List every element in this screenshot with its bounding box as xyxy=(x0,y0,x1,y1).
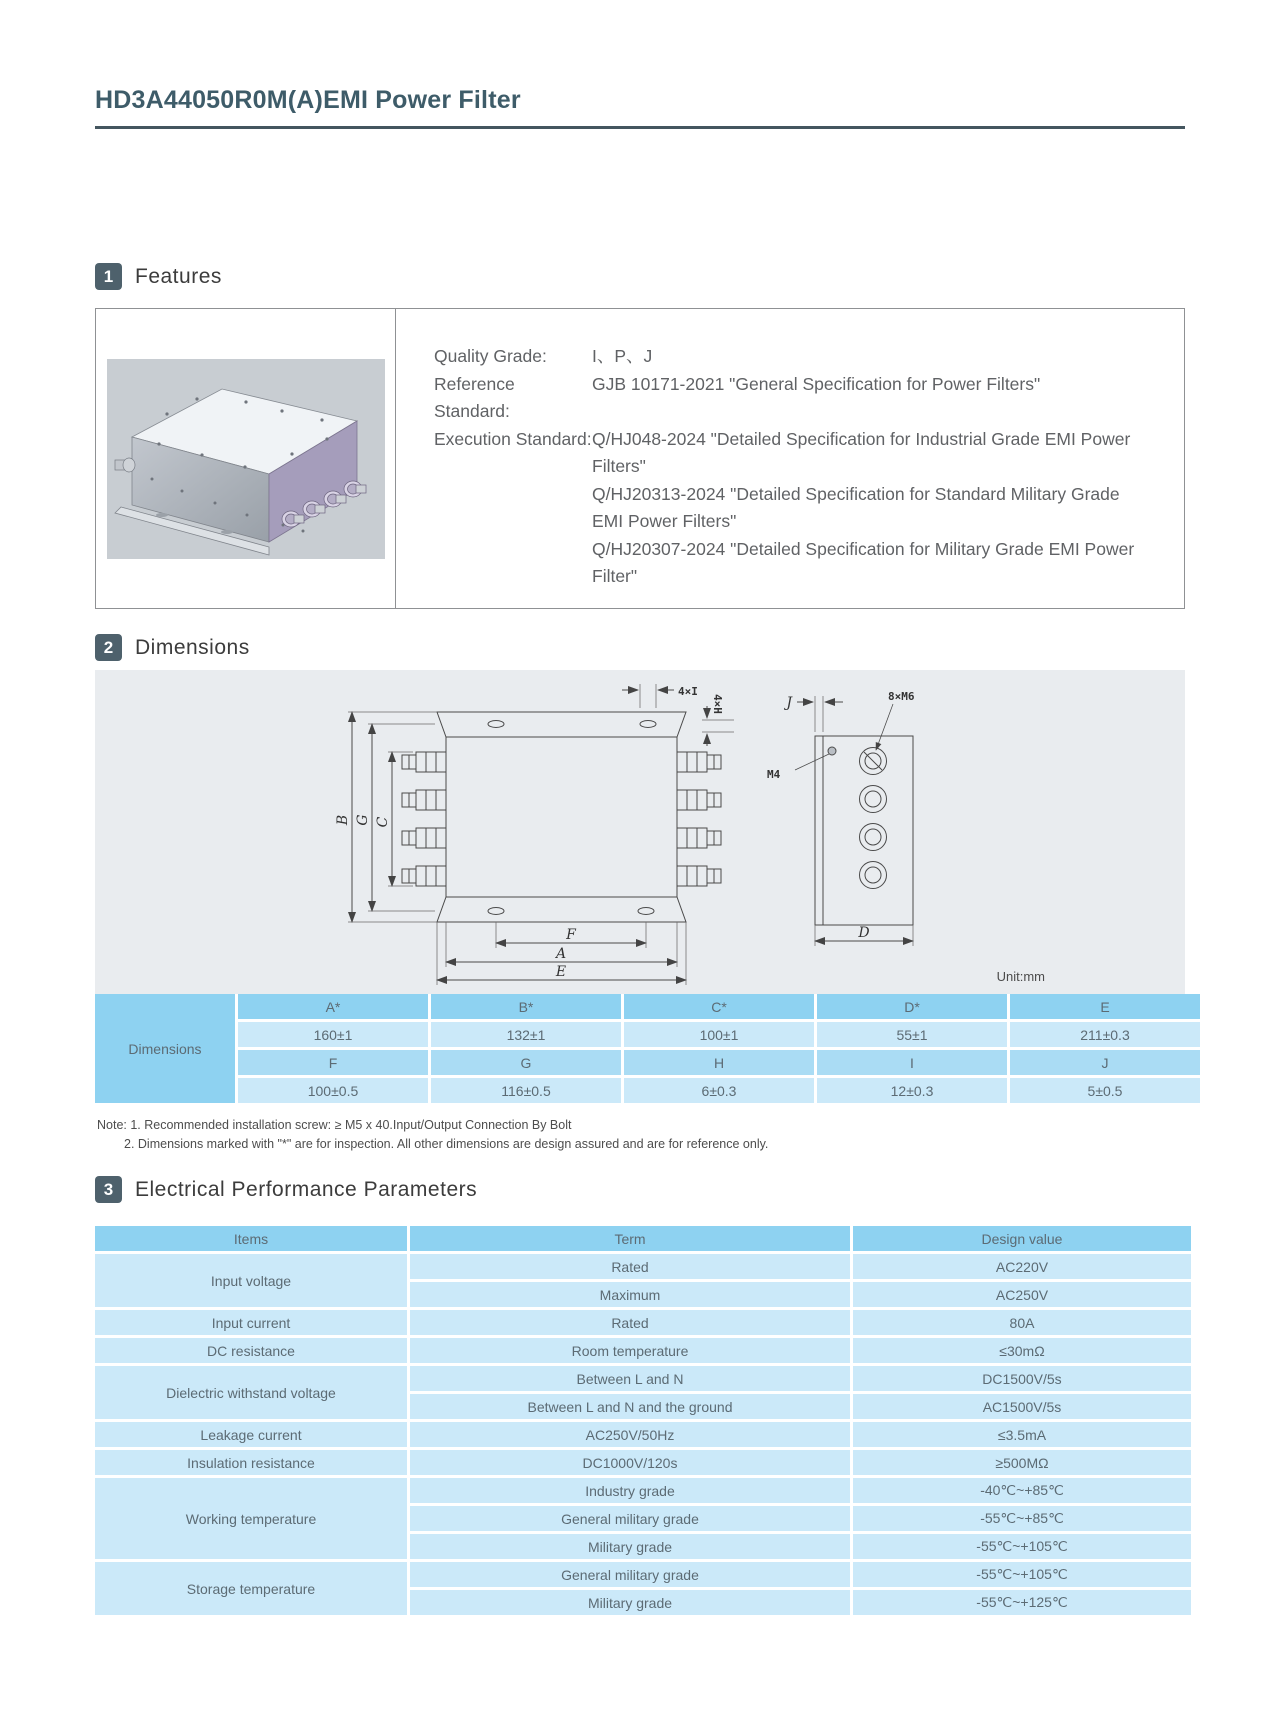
dim-label-c: C xyxy=(375,816,391,828)
value-cell: -55℃~+125℃ xyxy=(853,1590,1191,1615)
value-cell: -55℃~+105℃ xyxy=(853,1562,1191,1587)
features-panel xyxy=(95,308,1185,609)
item-cell: Dielectric withstand voltage xyxy=(95,1366,407,1419)
spec-value: Q/HJ20307-2024 "Detailed Specification for Military Grade EMI Power Filter" xyxy=(592,538,1135,586)
table-cell: 100±1 xyxy=(624,1022,814,1047)
section-number-badge: 3 xyxy=(95,1176,122,1203)
table-header-cell: Design value xyxy=(853,1226,1191,1251)
table-header-cell: E xyxy=(1010,994,1200,1019)
term-cell: Maximum xyxy=(410,1282,850,1307)
dim-label-a: A xyxy=(555,946,567,962)
table-cell: 12±0.3 xyxy=(817,1078,1007,1103)
term-cell: DC1000V/120s xyxy=(410,1450,850,1475)
spec-value: Q/HJ20313-2024 "Detailed Specification for Standard Military Grade EMI Power Filters" xyxy=(592,483,1120,531)
dim-label-g: G xyxy=(355,814,371,826)
value-cell: AC1500V/5s xyxy=(853,1394,1191,1419)
value-cell: 80A xyxy=(853,1310,1191,1335)
spec-label xyxy=(434,536,592,591)
term-cell: Military grade xyxy=(410,1590,850,1615)
table-header-cell: B* xyxy=(431,994,621,1019)
term-cell: Industry grade xyxy=(410,1478,850,1503)
section-number-badge: 2 xyxy=(95,634,122,661)
spec-label xyxy=(434,481,592,536)
value-cell: -55℃~+85℃ xyxy=(853,1506,1191,1531)
section-dimensions-header xyxy=(95,634,250,661)
table-subheader-cell: J xyxy=(1010,1050,1200,1075)
value-cell: AC250V xyxy=(853,1282,1191,1307)
dim-label-b: B xyxy=(335,814,351,826)
unit-label: Unit:mm xyxy=(996,969,1045,984)
section-features-header xyxy=(95,263,222,290)
table-header-cell: D* xyxy=(817,994,1007,1019)
table-header-cell: C* xyxy=(624,994,814,1019)
dim-label-4xi: 4×I xyxy=(678,685,698,698)
table-cell: 5±0.5 xyxy=(1010,1078,1200,1103)
term-cell: Between L and N xyxy=(410,1366,850,1391)
item-cell: Working temperature xyxy=(95,1478,407,1559)
dim-label-f: F xyxy=(566,927,576,943)
table-note xyxy=(97,1116,768,1154)
spec-row xyxy=(434,426,1154,481)
dim-label-4xh: 4×H xyxy=(711,694,724,714)
dimensions-row-label: Dimensions xyxy=(95,994,235,1103)
term-cell: Room temperature xyxy=(410,1338,850,1363)
title-rule xyxy=(95,126,1185,129)
value-cell: ≤30mΩ xyxy=(853,1338,1191,1363)
value-cell: -55℃~+105℃ xyxy=(853,1534,1191,1559)
spec-row xyxy=(434,371,1154,426)
item-cell: Storage temperature xyxy=(95,1562,407,1615)
spec-label: Quality Grade: xyxy=(434,346,547,366)
spec-row xyxy=(434,343,1154,371)
section-title: Features xyxy=(135,264,222,288)
value-cell: DC1500V/5s xyxy=(853,1366,1191,1391)
term-cell: General military grade xyxy=(410,1506,850,1531)
section-number-badge: 1 xyxy=(95,263,122,290)
item-cell: Leakage current xyxy=(95,1422,407,1447)
table-subheader-cell: H xyxy=(624,1050,814,1075)
item-cell: Input voltage xyxy=(95,1254,407,1307)
spec-row xyxy=(434,536,1154,591)
table-cell: 132±1 xyxy=(431,1022,621,1047)
table-subheader-cell: F xyxy=(238,1050,428,1075)
item-cell: Input current xyxy=(95,1310,407,1335)
table-subheader-cell: I xyxy=(817,1050,1007,1075)
dim-label-j: J xyxy=(786,695,792,711)
dim-label-e: E xyxy=(555,964,567,980)
page-title: HD3A44050R0M(A)EMI Power Filter xyxy=(95,86,521,114)
table-header-cell: A* xyxy=(238,994,428,1019)
table-cell: 211±0.3 xyxy=(1010,1022,1200,1047)
table-header-cell: Term xyxy=(410,1226,850,1251)
spec-row xyxy=(434,481,1154,536)
term-cell: General military grade xyxy=(410,1562,850,1587)
product-render-image xyxy=(107,359,385,559)
value-cell: -40℃~+85℃ xyxy=(853,1478,1191,1503)
table-cell: 160±1 xyxy=(238,1022,428,1047)
dim-label-8xm6: 8×M6 xyxy=(888,690,915,703)
dimensions-table xyxy=(92,991,1203,1106)
spec-value: Q/HJ048-2024 "Detailed Specification for Industrial Grade EMI Power Filters" xyxy=(592,428,1131,476)
term-cell: Rated xyxy=(410,1310,850,1335)
section-title: Electrical Performance Parameters xyxy=(135,1177,478,1201)
note-line-2: 2. Dimensions marked with "*" are for inspection. All other dimensions are design assured and are for reference only. xyxy=(124,1137,769,1151)
spec-label: Reference Standard: xyxy=(434,373,515,421)
dim-label-m4: M4 xyxy=(767,768,781,781)
table-cell: 100±0.5 xyxy=(238,1078,428,1103)
value-cell: AC220V xyxy=(853,1254,1191,1279)
value-cell: ≤3.5mA xyxy=(853,1422,1191,1447)
spec-value: I、P、J xyxy=(592,346,653,366)
term-cell: Rated xyxy=(410,1254,850,1279)
note-line-1: Note: 1. Recommended installation screw: ≥ M5 x 40.Input/Output Connection By Bolt xyxy=(97,1118,572,1132)
table-cell: 55±1 xyxy=(817,1022,1007,1047)
dimension-drawing-panel xyxy=(95,670,1185,994)
features-spec-list xyxy=(396,309,1184,608)
section-electrical-header xyxy=(95,1176,477,1203)
electrical-parameters-table xyxy=(92,1223,1194,1618)
item-cell: DC resistance xyxy=(95,1338,407,1363)
table-cell: 6±0.3 xyxy=(624,1078,814,1103)
term-cell: Between L and N and the ground xyxy=(410,1394,850,1419)
dimension-drawing xyxy=(95,670,1185,994)
product-image-cell xyxy=(96,309,396,608)
table-subheader-cell: G xyxy=(431,1050,621,1075)
table-cell: 116±0.5 xyxy=(431,1078,621,1103)
item-cell: Insulation resistance xyxy=(95,1450,407,1475)
spec-value: GJB 10171-2021 "General Specification for Power Filters" xyxy=(592,373,1041,394)
section-title: Dimensions xyxy=(135,635,250,659)
dim-label-d: D xyxy=(858,925,870,941)
term-cell: Military grade xyxy=(410,1534,850,1559)
spec-label: Execution Standard: xyxy=(434,428,592,449)
table-header-cell: Items xyxy=(95,1226,407,1251)
term-cell: AC250V/50Hz xyxy=(410,1422,850,1447)
value-cell: ≥500MΩ xyxy=(853,1450,1191,1475)
